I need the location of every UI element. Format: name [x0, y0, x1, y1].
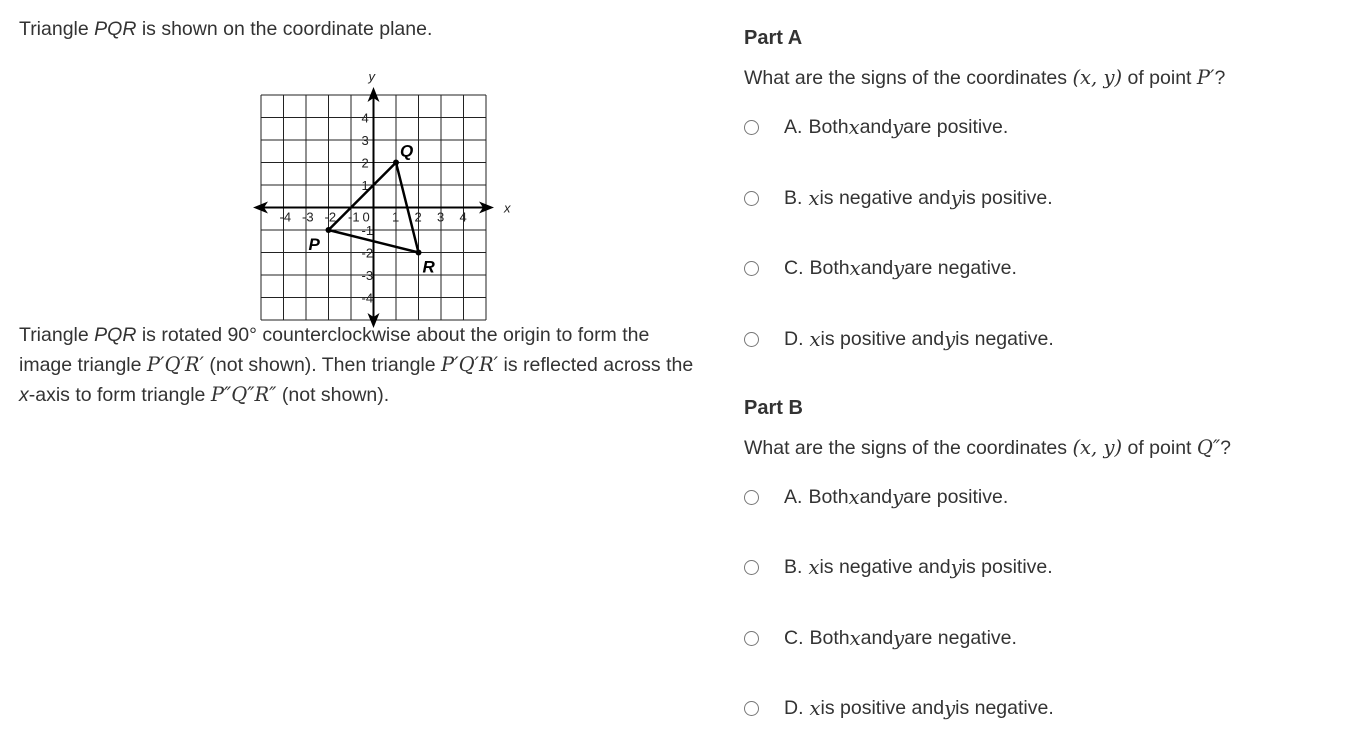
part-a-choice-a[interactable] [744, 112, 1008, 142]
x-tick-label: -3 [302, 209, 314, 225]
choice-text: x [849, 256, 861, 280]
point-q [393, 160, 399, 166]
y-axis-label: y [368, 69, 375, 84]
choice-text: y [892, 115, 904, 139]
choice-text: y [944, 696, 956, 720]
point-r [416, 250, 422, 256]
choice-text: is negative and [819, 555, 951, 578]
choice-text: y [950, 555, 962, 579]
choice-text: y [893, 256, 905, 280]
part-a-title: Part A [744, 27, 803, 49]
choice-text: y [893, 626, 905, 650]
image-triangle-1: P′Q′R′ [146, 353, 204, 376]
choice-text: and [860, 256, 894, 279]
choice-text: Both [808, 115, 849, 138]
choice-text: is positive and [820, 327, 945, 350]
left-column [19, 14, 699, 406]
choice-text: y [892, 485, 904, 509]
x-tick-label: 1 [392, 209, 400, 225]
choice-letter: B. [784, 186, 803, 209]
coordinate-plane [241, 62, 511, 328]
choice-text: y [950, 186, 962, 210]
part-a-question: What are the signs of the coordinates (x, y) of point P′? [744, 66, 1226, 89]
part-b-question: What are the signs of the coordinates (x, y) of point Q″? [744, 436, 1232, 459]
x-tick-label: 3 [437, 209, 445, 225]
intro-post: is shown on the coordinate plane. [136, 18, 433, 40]
x-tick-label: 0 [362, 209, 370, 225]
y-tick-label: 2 [361, 155, 369, 171]
choice-text: are negative. [904, 626, 1017, 649]
y-tick-label: 3 [361, 133, 369, 148]
choice-text: x [848, 115, 860, 139]
radio-button[interactable] [744, 490, 759, 505]
radio-button[interactable] [744, 120, 759, 135]
choice-text: is negative. [955, 696, 1054, 719]
choice-text: x [809, 327, 821, 351]
part-a-choice-c[interactable] [744, 253, 1017, 283]
choice-text: Both [809, 256, 850, 279]
choice-letter: D. [784, 696, 804, 719]
triangle-name: PQR [94, 18, 137, 40]
choice-letter: D. [784, 327, 804, 350]
radio-button[interactable] [744, 332, 759, 347]
y-tick-label: -4 [361, 290, 374, 306]
intro-text [19, 14, 699, 44]
radio-button[interactable] [744, 261, 759, 276]
image-triangle-1-again: P′Q′R′ [441, 353, 499, 376]
choice-text: is negative and [819, 186, 951, 209]
transformation-paragraph: Triangle PQR is rotated 90° counterclockwise about the origin to form the image triangle P′Q′R′ (not shown). Then triangle P′Q′R′ is reflected across the x-axis to form triangle P″Q″R″ (not shown). [19, 324, 694, 406]
choice-letter: B. [784, 555, 803, 578]
part-a-choice-d[interactable] [744, 324, 1054, 354]
choice-letter: C. [784, 256, 804, 279]
y-tick-label: -1 [361, 223, 374, 238]
choice-text: and [860, 626, 894, 649]
part-b-choice-a[interactable] [744, 482, 1008, 512]
point-label-r: R [422, 257, 435, 277]
point-label-q: Q [400, 141, 414, 161]
part-b-choice-d[interactable] [744, 693, 1054, 723]
intro-pre: Triangle [19, 18, 95, 40]
choice-text: and [859, 485, 893, 508]
choice-letter: A. [784, 115, 803, 138]
choice-text: is positive. [961, 186, 1053, 209]
radio-button[interactable] [744, 631, 759, 646]
choice-text: is positive and [820, 696, 945, 719]
choice-text: Both [809, 626, 850, 649]
point-label-p: P [308, 235, 320, 254]
image-triangle-2: P″Q″R″ [210, 383, 277, 406]
choice-text: are negative. [904, 256, 1017, 279]
y-tick-label: 4 [361, 110, 369, 126]
radio-button[interactable] [744, 560, 759, 575]
y-tick-label: -3 [361, 268, 374, 283]
choice-text: are positive. [903, 485, 1009, 508]
y-tick-label: -2 [361, 245, 374, 261]
choice-text: x [848, 485, 860, 509]
choice-text: x [808, 555, 820, 579]
choice-text: is negative. [955, 327, 1054, 350]
x-tick-label: 2 [414, 209, 422, 225]
choice-text: x [849, 626, 861, 650]
radio-button[interactable] [744, 701, 759, 716]
point-p [326, 227, 332, 233]
coordinate-plane-svg [241, 62, 511, 328]
choice-letter: A. [784, 485, 803, 508]
x-tick-label: 4 [459, 209, 467, 225]
part-a-choice-b[interactable] [744, 183, 1053, 213]
choice-letter: C. [784, 626, 804, 649]
part-b-choice-b[interactable] [744, 552, 1053, 582]
choice-text: and [859, 115, 893, 138]
choice-text: x [809, 696, 821, 720]
x-tick-label: -4 [279, 209, 292, 225]
choice-text: y [944, 327, 956, 351]
part-b-title: Part B [744, 397, 803, 419]
x-axis-label: x [504, 200, 511, 216]
choice-text: x [808, 186, 820, 210]
radio-button[interactable] [744, 191, 759, 206]
choice-text: are positive. [903, 115, 1009, 138]
choice-text: is positive. [961, 555, 1053, 578]
x-tick-label: -2 [324, 209, 337, 225]
y-tick-label: 1 [361, 178, 369, 193]
x-tick-label: -1 [348, 209, 360, 225]
part-b-choice-c[interactable] [744, 623, 1017, 653]
choice-text: Both [808, 485, 849, 508]
